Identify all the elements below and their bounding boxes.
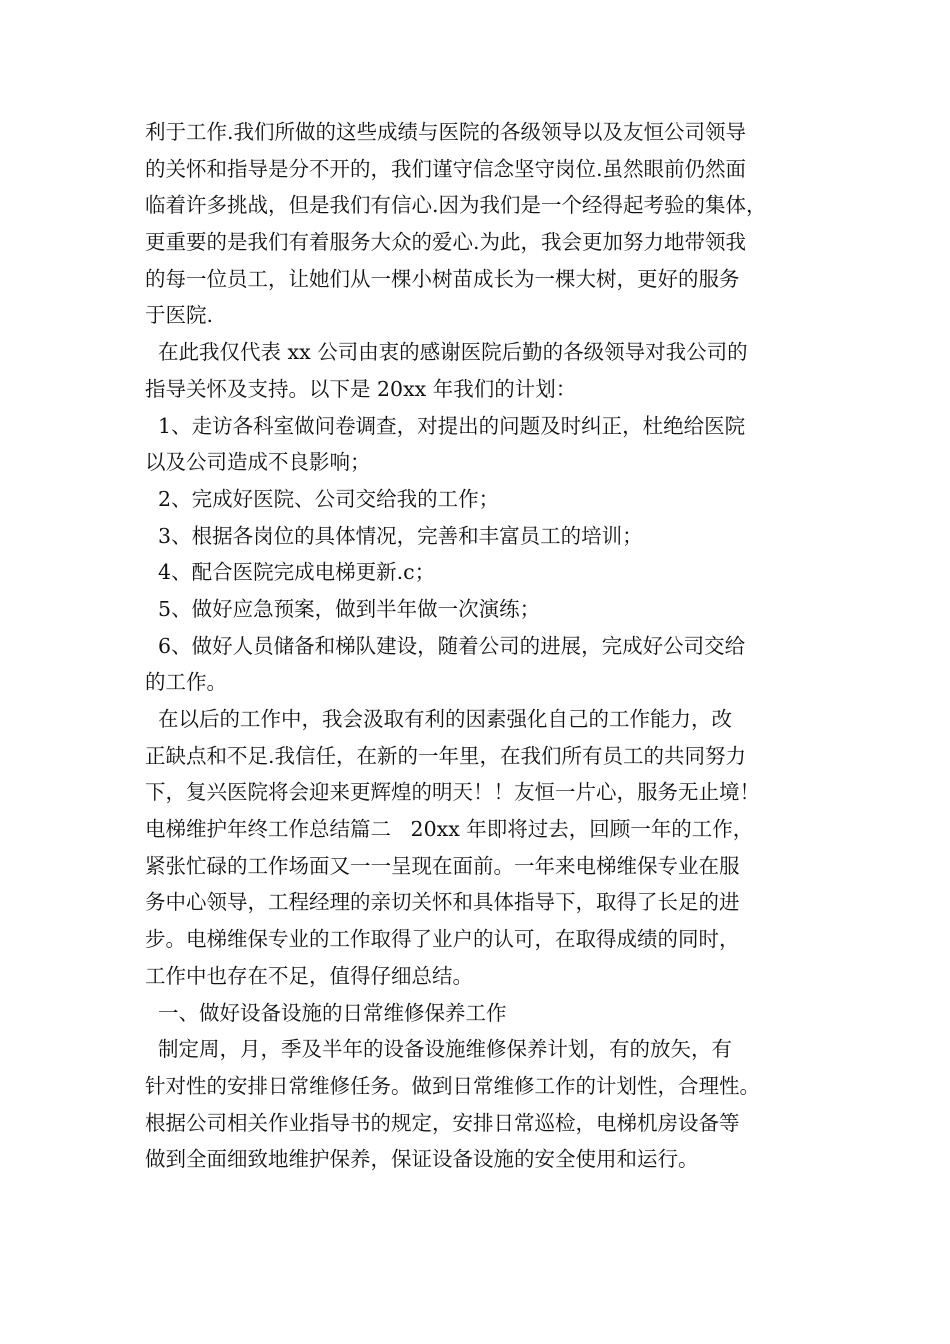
- text-line: 正缺点和不足.我信任，在新的一年里，在我们所有员工的共同努力: [145, 743, 747, 768]
- text-line: 6、做好人员储备和梯队建设，随着公司的进展，完成好公司交给: [145, 633, 746, 658]
- text-line: 工作中也存在不足，值得仔细总结。: [145, 963, 473, 988]
- text-line: 3、根据各岗位的具体情况，完善和丰富员工的培训；: [145, 523, 643, 548]
- text-line: 临着许多挑战，但是我们有信心.因为我们是一个经得起考验的集体，: [145, 193, 767, 218]
- text-line: 制定周，月，季及半年的设备设施维修保养计划，有的放矢，有: [145, 1037, 733, 1062]
- text-line: 的工作。: [145, 670, 227, 695]
- text-line: 更重要的是我们有着服务大众的爱心.为此，我会更加努力地带领我: [145, 230, 747, 255]
- text-line: 下，复兴医院将会迎来更辉煌的明天！！友恒一片心，服务无止境！: [145, 780, 760, 805]
- text-line: 在以后的工作中，我会汲取有利的因素强化自己的工作能力，改: [145, 707, 733, 731]
- text-line: 针对性的安排日常维修任务。做到日常维修工作的计划性，合理性。: [145, 1073, 760, 1098]
- text-line: 利于工作.我们所做的这些成绩与医院的各级领导以及友恒公司领导: [145, 120, 747, 144]
- text-line: 4、配合医院完成电梯更新.c；: [145, 560, 436, 585]
- text-line: 步。电梯维保专业的工作取得了业户的认可，在取得成绩的同时，: [145, 927, 740, 952]
- text-line: 1、走访各科室做问卷调查，对提出的问题及时纠正，杜绝给医院: [145, 413, 746, 438]
- section-heading-line: 电梯维护年终工作总结篇二 20xx 年即将过去，回顾一年的工作，: [145, 817, 754, 842]
- text-line: 以及公司造成不良影响；: [145, 450, 371, 475]
- text-line: 的关怀和指导是分不开的，我们谨守信念坚守岗位.虽然眼前仍然面: [145, 156, 747, 181]
- text-line: 在此我仅代表 xx 公司由衷的感谢医院后勤的各级领导对我公司的: [145, 340, 748, 365]
- text-line: 指导关怀及支持。以下是 20xx 年我们的计划：: [145, 376, 577, 401]
- text-line: 2、完成好医院、公司交给我的工作；: [145, 486, 500, 511]
- text-line: 的每一位员工，让她们从一棵小树苗成长为一棵大树，更好的服务: [145, 266, 740, 291]
- text-line: 于医院.: [145, 303, 214, 328]
- text-line: 根据公司相关作业指导书的规定，安排日常巡检，电梯机房设备等: [145, 1110, 740, 1135]
- subheading-line: 一、做好设备设施的日常维修保养工作: [145, 1000, 507, 1025]
- text-line: 5、做好应急预案，做到半年做一次演练；: [145, 596, 541, 621]
- text-line: 务中心领导，工程经理的亲切关怀和具体指导下，取得了长足的进: [145, 890, 740, 915]
- document-body: [145, 114, 835, 1178]
- text-line: 做到全面细致地维护保养，保证设备设施的安全使用和运行。: [145, 1147, 699, 1172]
- text-line: 紧张忙碌的工作场面又一一呈现在面前。一年来电梯维保专业在服: [145, 853, 740, 878]
